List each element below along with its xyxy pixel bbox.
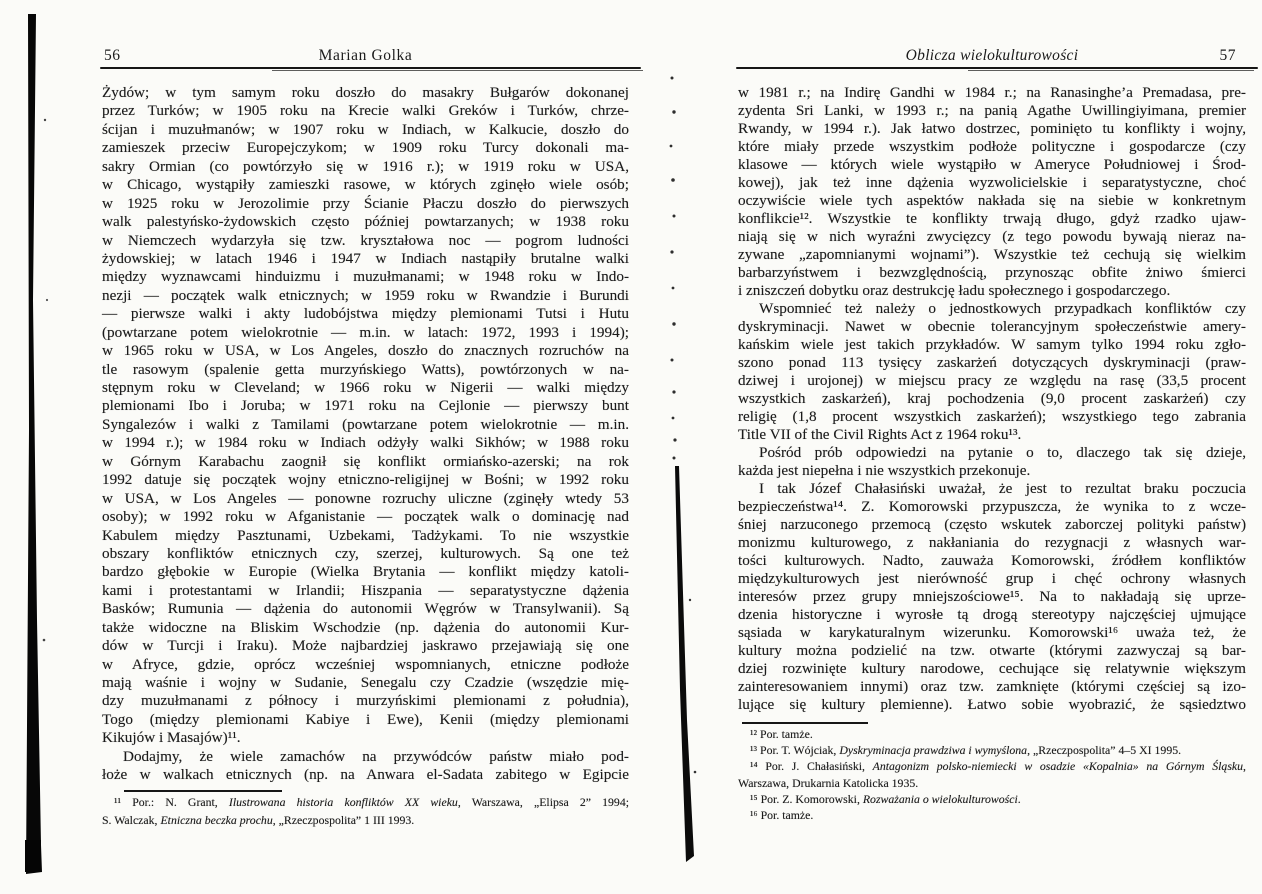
paragraph (738, 758, 1246, 790)
left-page (102, 0, 629, 894)
text-line: żydowskiej; w latach 1946 i 1947 w Indiach nastąpiły brutalne walki (102, 249, 629, 267)
text-line: wszystkich zaskarżeń), kraj pochodzenia (9,0 procent zaskarżeń) czy (738, 390, 1246, 407)
text-line: bardzo głębokie w Europie (Wielka Brytania — konflikt między katoli- (102, 563, 629, 581)
text-line: w 1981 r.; na Indirę Gandhi w 1984 r.; na Ranasinghe’a Premadasa, pre- (738, 84, 1246, 101)
paragraph (102, 794, 629, 830)
footnotes-left (102, 794, 629, 830)
text-line: oczywiście wiele tych aspektów nakłada się na siebie w konkretnym (738, 192, 1246, 209)
running-header-right: Oblicza wielokulturowości (905, 47, 1079, 64)
text-line: ¹² Por. tamże. (750, 727, 813, 741)
text-line: lujące się kultury plemienne). Łatwo sobie wyobrazić, że sąsiedztwo (738, 696, 1246, 713)
text-line: zydenta Sri Lanki, w 1993 r.; na panią Agathe Uwillingiyimana, premier (738, 102, 1246, 119)
text-line: S. Walczak, Etniczna beczka prochu, „Rzeczpospolita” 1 III 1993. (102, 812, 415, 827)
text-line: — pierwsze walki i akty ludobójstwa między plemionami Tutsi i Hutu (102, 305, 629, 323)
paragraph (102, 84, 629, 748)
text-line: śniej narzuconego przemocą (często wskutek zaborczej polityki państw) (738, 516, 1246, 533)
text-line: Rwandy, w 1994 r.). Jak łatwo dostrzec, pominięto tu konflikty i wojny, (738, 120, 1246, 137)
text-line: ¹¹ Por.: N. Grant, Ilustrowana historia konfliktów XX wieku, Warszawa, „Elipsa 2” 1994; (114, 795, 629, 809)
paragraph (738, 807, 1246, 823)
paragraph (738, 300, 1246, 444)
text-line: także widoczne na Bliskim Wschodzie (np. dążenia do autonomii Kur- (102, 618, 629, 636)
text-line: interesów przez grupy mniejszościowe¹⁵. Na to nakładają się uprze- (738, 588, 1246, 605)
text-line: ¹⁶ Por. tamże. (750, 807, 814, 822)
text-line: stępnym roku w Cleveland; w 1966 roku w Nigerii — walki między (102, 379, 629, 396)
header-rule-left (100, 67, 641, 69)
footnotes-right (738, 726, 1246, 823)
text-line: religię (1,8 procent wszystkich zaskarżeń); wszystkiego tego zabrania (738, 408, 1246, 425)
text-line: nezji — początek walk etnicznych; w 1959 roku w Rwandzie i Burundi (102, 286, 629, 304)
text-line: które miały przede wszystkim podłoże polityczne i gospodarcze (czy (738, 138, 1246, 155)
text-line: Title VII of the Civil Rights Act z 1964 roku¹³. (738, 426, 1022, 443)
text-line: dziwej i urojonej) w miejscu pracy ze względu na rasę (33,5 procent (738, 372, 1246, 389)
text-line: mają waśnie i wojny w Sudanie, Senegalu czy Czadzie (wszędzie mię- (102, 674, 629, 691)
text-line: ścijan i muzułmanów; w 1907 roku w Indiach, w Kalkucie, doszło do (102, 120, 629, 138)
footnote-separator-right (742, 722, 868, 724)
text-line: zainteresowaniem innymi) oraz tzw. zamknięte (którymi częściej są izo- (738, 678, 1246, 695)
right-page (738, 0, 1246, 894)
text-line: monizmu kulturowego, z nakłaniania do rezygnacji z własnych war- (738, 534, 1246, 551)
text-line: dów w Turcji i Iraku). Może najbardziej jaskrawo przejawiają się one (102, 637, 629, 655)
paragraph (738, 791, 1246, 807)
text-line: Kikujów i Masajów)¹¹. (102, 729, 241, 747)
text-line: Togo (między plemionami Kabiye i Ewe), Kenii (między plemionami (102, 710, 629, 728)
text-line: osoby); w 1992 roku w Afganistanie — początek walk o dominację nad (102, 508, 629, 526)
paragraph (738, 742, 1246, 758)
text-line: w Górnym Karabachu zaognił się konflikt ormiańsko-azerski; na rok (102, 452, 629, 470)
text-line: klasowe — których wiele wystąpiło w Ameryce Południowej i Środ- (738, 156, 1246, 173)
text-line: ¹⁴ Por. J. Chałasiński, Antagonizm polsko-niemiecki w osadzie «Kopalnia» na Górnym Śląsku, (750, 759, 1246, 774)
text-line: sąsiada w karykaturalnym wizerunku. Komorowski¹⁶ uważa też, że (738, 624, 1246, 641)
paragraph (738, 726, 1246, 742)
text-line: przez Turków; w 1905 roku na Krecie walki Greków i Turków, chrze- (102, 102, 629, 120)
text-line: dziej rozwinięte kultury narodowe, cechujące się relatywnie większym (738, 660, 1246, 677)
text-line: barbarzyństwem i bezwzględnością, przynosząc obfite żniwo śmierci (738, 264, 1246, 281)
text-line: zamieszek przeciw Europejczykom; w 1909 roku Turcy dokonali ma- (102, 139, 629, 157)
text-line: międzykulturowych jest nierówność grup i chęć ochrony własnych (738, 570, 1246, 587)
text-line: każda jest niepełna i nie wszystkich przekonuje. (738, 462, 1031, 479)
text-line: I tak Józef Chałasiński uważał, że jest to rezultat braku poczucia (759, 480, 1246, 497)
header-rule-left-secondary (272, 70, 643, 71)
text-line: dyskryminacji. Nawet w obecnie tolerancyjnym społeczeństwie amery- (738, 318, 1246, 335)
text-line: dzenia historyczne i wyrosłe tą drogą stereotypy najczęściej ujmujące (738, 606, 1246, 623)
text-line: Pośród prób odpowiedzi na pytanie o to, dlaczego tak się dzieje, (759, 444, 1246, 461)
text-line: plemionami Ibo i Joruba; w 1971 roku na Cejlonie — pierwszy bunt (102, 397, 629, 415)
page-number-left: 56 (104, 47, 121, 64)
header-rule-right (736, 67, 1258, 69)
paragraph (738, 444, 1246, 480)
text-line: tle rasowym (spalenie getta murzyńskiego Watts), powtórzonych w na- (102, 360, 629, 378)
running-header-left: Marian Golka (318, 47, 413, 64)
text-line: 1992 datuje się początek wojny etniczno-religijnej w Bośni; w 1992 roku (102, 471, 629, 489)
body-text-left (102, 84, 629, 785)
text-line: kami i protestantami w Irlandii; Hiszpania — separatystyczne dążenia (102, 581, 629, 599)
text-line: Syngalezów i walki z Tamilami (powtarzane potem wielokrotnie — m.in. (102, 415, 629, 433)
text-line: w USA, w Los Angeles — ponowne rozruchy uliczne (zginęły wtedy 53 (102, 489, 629, 507)
text-line: zywane „zapomnianymi wojnami”). Wszystkie też cechują się wielkim (738, 246, 1246, 263)
footnote-separator-left (124, 790, 282, 792)
text-line: Dodajmy, że wiele zamachów na przywódców państw miało pod- (123, 747, 629, 765)
text-line: Kabulem między Pasztunami, Uzbekami, Tadżykami. To nie wszystkie (102, 526, 629, 544)
paragraph (738, 480, 1246, 714)
text-line: w 1965 roku w USA, w Los Angeles, doszło do znacznych rozruchów na (102, 342, 629, 360)
body-text-right (738, 84, 1246, 714)
text-line: Basków; Rumunia — dążenia do autonomii Węgrów w Transylwanii). Są (102, 600, 629, 618)
text-line: łoże w walkach etnicznych (np. na Anwara el-Sadata zabitego w Egipcie (102, 766, 629, 784)
text-line: w 1925 roku w Jerozolimie przy Ścianie Płaczu doszło do pierwszych (102, 194, 629, 212)
text-line: w Chicago, wystąpiły zamieszki rasowe, w których zginęło wiele osób; (102, 176, 629, 194)
text-line: sakry Ormian (co powtórzyło się w 1916 r.); w 1919 roku w USA, (102, 157, 629, 175)
header-rule-right-secondary (968, 70, 1254, 71)
text-line: kultury można podzielić na tzw. otwarte (którymi zazwyczaj są bar- (738, 642, 1246, 659)
text-line: Wspomnieć też należy o jednostkowych przypadkach konfliktów czy (759, 300, 1246, 317)
text-line: między wyznawcami hinduizmu i muzułmanami; w 1948 roku w Indo- (102, 268, 629, 286)
text-line: szono ponad 113 tysięcy zaskarżeń dotyczących dyskryminacji (praw- (738, 354, 1246, 371)
text-line: ¹⁵ Por. Z. Komorowski, Rozważania o wielokulturowości. (750, 791, 1021, 806)
text-line: Żydów; w tym samym roku doszło do masakry Bułgarów dokonanej (102, 84, 629, 101)
text-line: niają się w nich wyraźni zwycięzcy (z tego powodu bywają nieraz na- (738, 228, 1246, 245)
paragraph (738, 84, 1246, 300)
gutter-streak (675, 466, 694, 862)
text-line: obszary konfliktów etnicznych czy, szerzej, kulturowych. Są one też (102, 544, 629, 562)
text-line: w Afryce, gdzie, oprócz wcześniej wspomnianych, etniczne podłoże (102, 655, 629, 673)
text-line: tości kulturowych. Nadto, zauważa Komorowski, źródłem konfliktów (738, 552, 1246, 569)
text-line: dzy muzułmanami z północy i murzyńskimi plemionami z południa), (102, 692, 629, 710)
text-line: i zniszczeń dobytku oraz destrukcję ładu społecznego i gospodarczego. (738, 282, 1171, 299)
text-line: konflikcie¹². Wszystkie te konflikty trwają długo, gdyż rzadko ujaw- (738, 210, 1246, 227)
page-number-right: 57 (1219, 47, 1236, 64)
text-line: kańskim wiele jest takich przykładów. W samym tylko 1994 roku zgło- (738, 336, 1246, 353)
text-line: Warszawa, Drukarnia Katolicka 1935. (738, 775, 919, 790)
text-line: walk palestyńsko-żydowskich często później powtarzanych; w 1938 roku (102, 213, 629, 231)
text-line: w Niemczech wydarzyła się tzw. kryształowa noc — pogrom ludności (102, 231, 629, 249)
text-line: (powtarzane potem wielokrotnie — m.in. w latach: 1972, 1993 i 1994); (102, 323, 629, 341)
paragraph (102, 748, 629, 785)
text-line: bezpieczeństwa¹⁴. Z. Komorowski przypuszcza, że wynika to z wcze- (738, 498, 1246, 515)
binding-edge (26, 14, 42, 874)
text-line: ¹³ Por. T. Wójciak, Dyskryminacja prawdziwa i wymyślona, „Rzeczpospolita” 4–5 XI 1995. (750, 743, 1182, 758)
gutter-speckles (670, 77, 677, 460)
text-line: w 1994 r.); w 1984 roku w Indiach odżyły walki Sikhów; w 1988 roku (102, 434, 629, 452)
text-line: kowej), jak też inne dążenia wyzwolicielskie i separatystyczne, choć (738, 174, 1246, 191)
